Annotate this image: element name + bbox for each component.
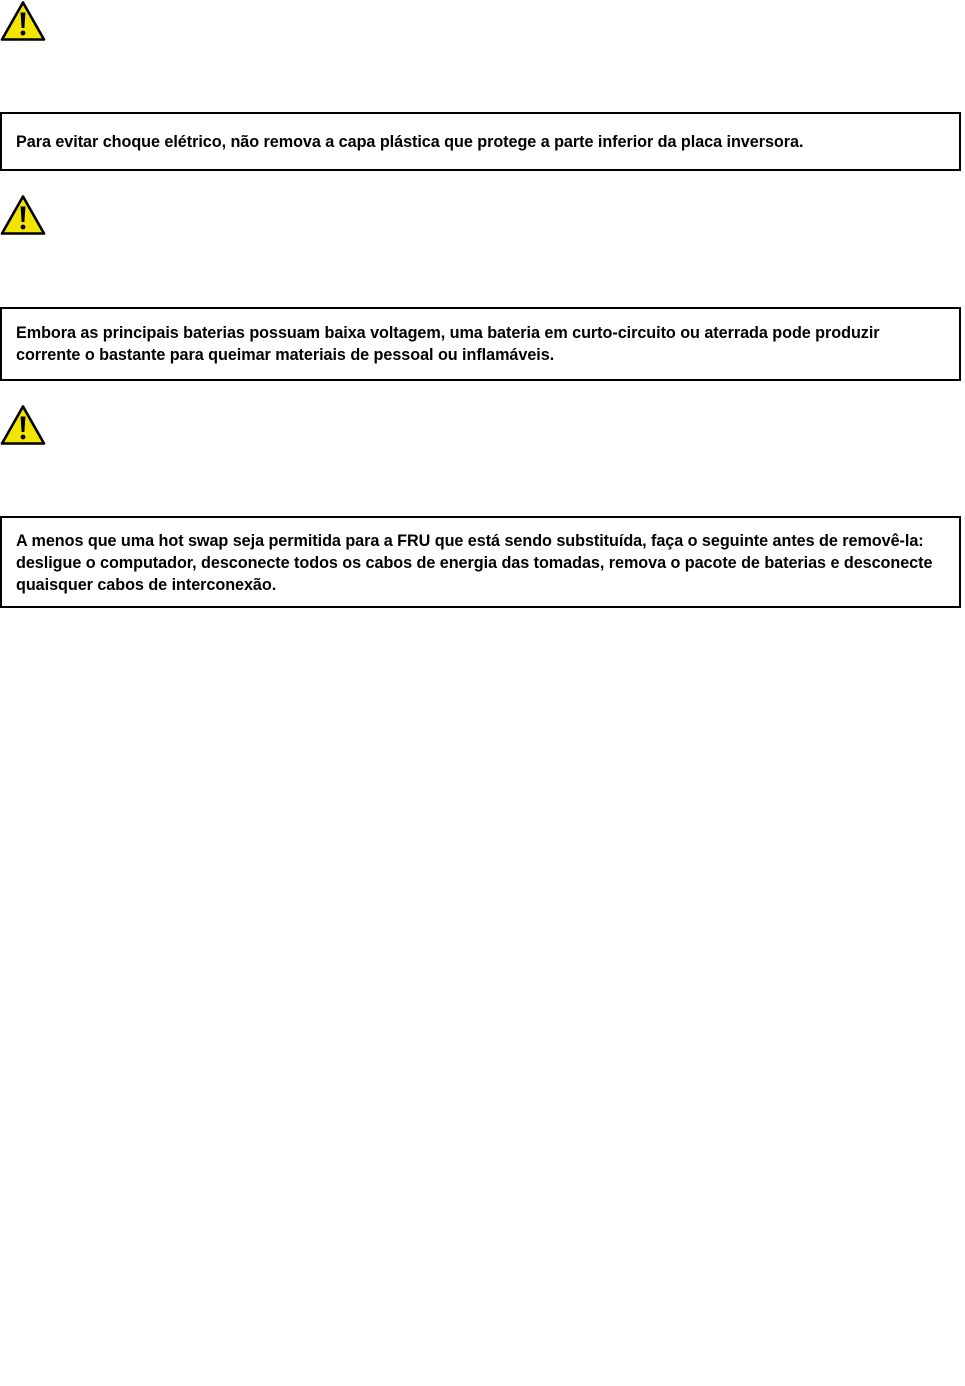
warning-triangle-icon [0,194,46,236]
notice-box-battery-short [0,307,961,381]
notice-text: Embora as principais baterias possuam baixa voltagem, uma bateria em curto-circuito ou aterrada pode produzir corrente o bastante para queimar materiais de pessoal ou inflamáveis. [16,324,880,364]
notice-text: Para evitar choque elétrico, não remova a capa plástica que protege a parte inferior da placa inversora. [16,133,804,151]
warning-triangle-icon [0,0,46,42]
notice-box-electric-shock [0,112,961,171]
notice-text: A menos que uma hot swap seja permitida para a FRU que está sendo substituída, faça o seguinte antes de removê-la: desligue o computador, desconecte todos os cabos de energia das tomadas, remova o pacote de baterias e desconecte quaisquer cabos de interconexão. [16,532,933,594]
warning-triangle-icon [0,404,46,446]
notice-box-hot-swap [0,516,961,608]
